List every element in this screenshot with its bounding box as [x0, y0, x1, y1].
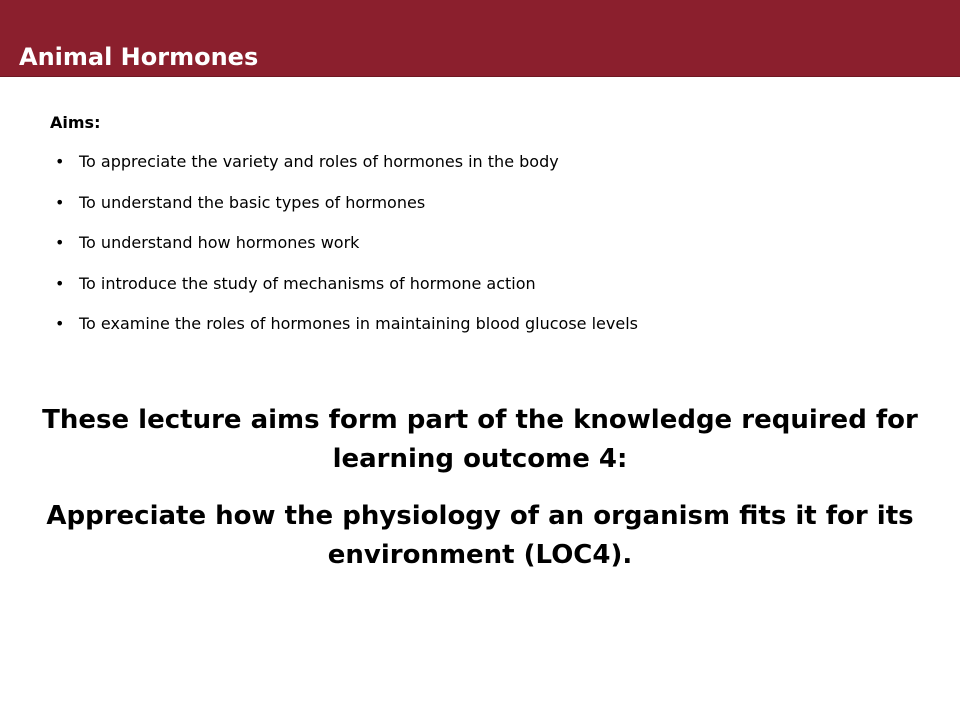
aims-heading: Aims:: [50, 113, 101, 132]
aims-list-item: [50, 311, 930, 352]
bullet-icon: •: [55, 192, 65, 212]
aim-text: To understand the basic types of hormones: [79, 192, 426, 212]
bullet-icon: •: [55, 152, 65, 171]
bullet-icon: •: [55, 233, 65, 252]
aim-text: To appreciate the variety and roles of hormones in the body: [79, 152, 559, 171]
aims-list-item: [50, 271, 930, 312]
aims-list-item: [50, 149, 930, 190]
learning-outcome-statement: These lecture aims form part of the knowledge required for learning outcome 4:: [42, 405, 918, 474]
aim-text: To introduce the study of mechanisms of hormone action: [79, 273, 536, 293]
slide-title: Animal Hormones: [19, 43, 259, 71]
aims-list-item: [50, 190, 930, 231]
loc4-statement: Appreciate how the physiology of an organism fits it for its environment (LOC4).: [46, 501, 914, 570]
aims-list-item: [50, 230, 930, 271]
bullet-icon: •: [55, 314, 65, 333]
bullet-icon: •: [55, 273, 65, 293]
aims-list: [50, 149, 930, 352]
aim-text: To examine the roles of hormones in maintaining blood glucose levels: [79, 314, 638, 333]
aim-text: To understand how hormones work: [79, 233, 360, 252]
title-bar: [0, 0, 960, 77]
